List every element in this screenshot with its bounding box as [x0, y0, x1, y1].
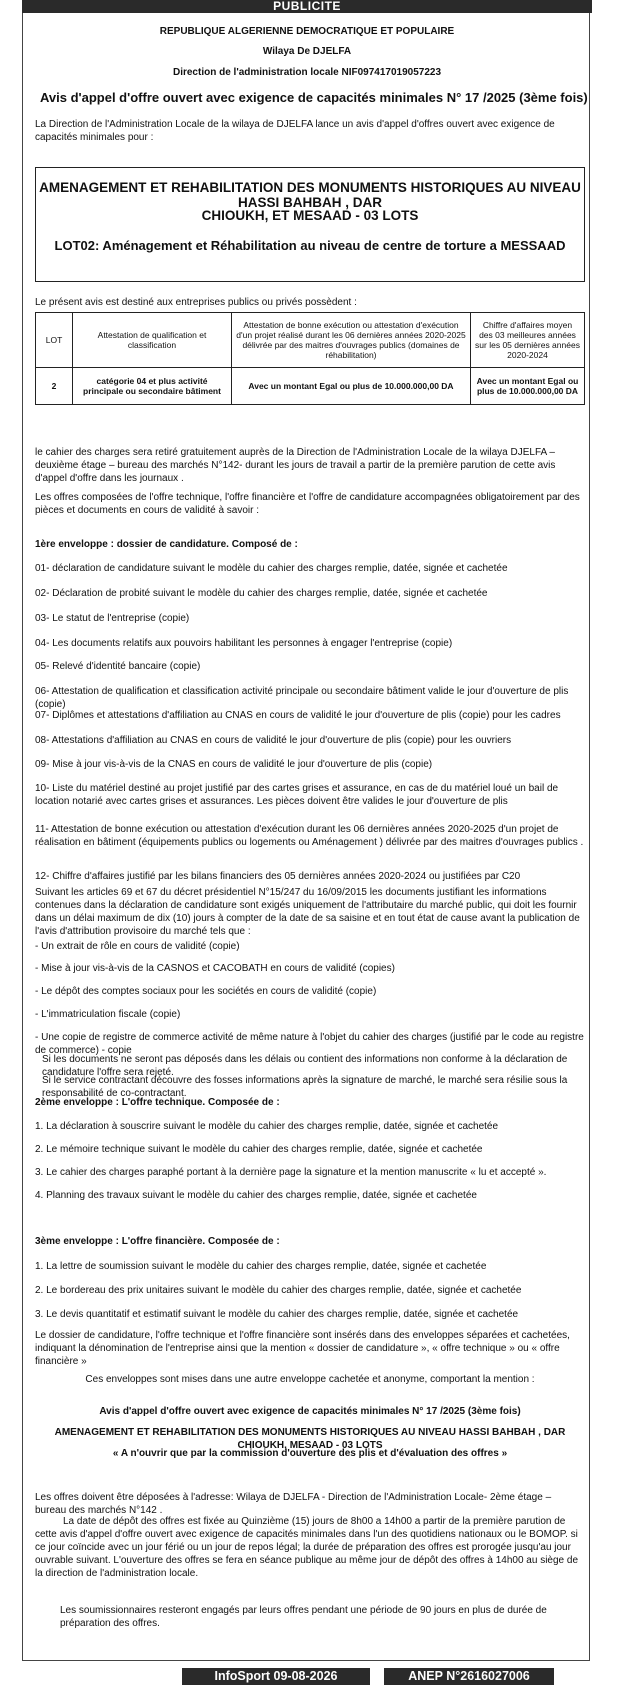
list-item: - Mise à jour vis-à-vis de la CASNOS et CACOBATH en cours de validité (copies)	[35, 963, 395, 974]
para-enveloppes: Le dossier de candidature, l'offre technique et l'offre financière sont insérés dans des enveloppes séparées et cachetées, indiquant la dénomination de l'entreprise ainsi que la mention « dossier de candidature », « offre technique » ou « offre financière »	[35, 1330, 570, 1367]
list-item: 07- Diplômes et attestations d'affiliation au CNAS en cours de validité le jour d'ouverture de plis (copie) pour les cadres	[35, 710, 561, 721]
table-header-row	[36, 313, 585, 368]
cell-lot: 2	[36, 368, 73, 405]
header-turnover: Chiffre d'affaires moyen des 03 meilleures années sur les 05 dernières années 2020-2024	[471, 313, 585, 368]
list-item: 11- Attestation de bonne exécution ou attestation d'exécution durant les 06 dernières années 2020-2025 d'un projet de réalisation en bâtiment (équipements publics ou logements ou Aménagement ) délivrée par des maitres d'ouvrages publics .	[35, 824, 584, 848]
table-row	[36, 368, 585, 405]
mention-project: AMENAGEMENT ET REHABILITATION DES MONUMENTS HISTORIQUES AU NIVEAU HASSI BAHBAH , DAR CHIOUKH, MESAAD - 03 LOTS	[54, 1427, 566, 1451]
env1-title: 1ère enveloppe : dossier de candidature. Composé de :	[35, 539, 298, 550]
footer-anep-number: ANEP N°2616027006	[384, 1668, 554, 1685]
list-item: - Un extrait de rôle en cours de validité (copie)	[35, 941, 240, 952]
para-articles: Suivant les articles 69 et 67 du décret présidentiel N°15/247 du 16/09/2015 les documents justifiant les informations contenues dans la déclaration de candidature sont exigés uniquement de l'attributaire du marché public, qui doit les fournir dans un délai maximum de dix (10) jours à compter de la date de sa saisine et en tout état de cause avant la publication de l'avis d'attribution provisoire du marché tels que :	[35, 887, 580, 937]
list-item: 04- Les documents relatifs aux pouvoirs habilitant les personnes à engager l'entreprise (copie)	[35, 638, 453, 649]
para-cahier: le cahier des charges sera retiré gratuitement auprès de la Direction de l'Administration Locale de la wilaya DJELFA – deuxième étage – bureau des marchés N°142- durant les jours de travail a partir de la première parution de cette avis d'appel d'offre dans les journaux .	[35, 447, 556, 484]
list-item: 08- Attestations d'affiliation au CNAS en cours de validité le jour d'ouverture de plis (copie) pour les ouvriers	[35, 735, 512, 746]
header-direction: Direction de l'administration locale NIF097417019057223	[172, 67, 442, 78]
para-offres: Les offres composées de l'offre technique, l'offre financière et l'offre de candidature accompagnées obligatoirement par des pièces et documents en cours de validité à savoir :	[35, 492, 580, 516]
para-mention: Ces enveloppes sont mises dans une autre enveloppe cachetée et anonyme, comportant la mention :	[85, 1374, 535, 1385]
list-item: - Une copie de registre de commerce activité de même nature à l'objet du cahier des charges (justifié par le code au registre de commerce) - copie	[35, 1032, 584, 1056]
lot-title: LOT02: Aménagement et Réhabilitation au niveau de centre de torture a MESSAAD	[54, 238, 566, 253]
mention-commission: « A n'ouvrir que par la commission d'ouverture des plis et d'évaluation des offres »	[112, 1448, 508, 1459]
list-item: 2. Le mémoire technique suivant le modèle du cahier des charges remplie, datée, signée et cachetée	[35, 1144, 483, 1155]
list-item: 3. Le cahier des charges paraphé portant à la dernière page la signature et la mention manuscrite « lu et accepté ».	[35, 1167, 547, 1178]
cell-turnover: Avec un montant Egal ou plus de 10.000.000,00 DA	[471, 368, 585, 405]
header-republic: REPUBLIQUE ALGERIENNE DEMOCRATIQUE ET POPULAIRE	[159, 26, 455, 37]
page-title: Avis d'appel d'offre ouvert avec exigence de capacités minimales N° 17 /2025 (3ème fois)	[40, 90, 588, 105]
list-item: 01- déclaration de candidature suivant le modèle du cahier des charges remplie, datée, signée et cachetée	[35, 563, 508, 574]
list-item: 09- Mise à jour vis-à-vis de la CNAS en cours de validité le jour d'ouverture de plis (copie)	[35, 759, 433, 770]
cell-qualification: catégorie 04 et plus activité principale ou secondaire bâtiment	[73, 368, 232, 405]
list-item: 03- Le statut de l'entreprise (copie)	[35, 613, 190, 624]
list-item: 02- Déclaration de probité suivant le modèle du cahier des charges remplie, datée, signée et cachetée	[35, 588, 488, 599]
intro-text: La Direction de l'Administration Locale de la wilaya de DJELFA lance un avis d'appel d'offres ouvert avec exigence de capacités minimales pour :	[35, 119, 555, 143]
header-lot: LOT	[36, 313, 73, 368]
list-item: 3. Le devis quantitatif et estimatif suivant le modèle du cahier des charges remplie, datée, signée et cachetée	[35, 1309, 519, 1320]
list-item: 06- Attestation de qualification et classification activité principale ou secondaire bâtiment valide le jour d'ouverture de plis (copie)	[35, 686, 569, 710]
footer-newspaper-date: InfoSport 09-08-2026	[182, 1668, 370, 1685]
publicite-banner: PUBLICITE	[22, 0, 592, 13]
list-item: 1. La déclaration à souscrire suivant le modèle du cahier des charges remplie, datée, signée et cachetée	[35, 1121, 499, 1132]
env3-title: 3ème enveloppe : L'offre financière. Composée de :	[35, 1236, 280, 1247]
project-title-line1: AMENAGEMENT ET REHABILITATION DES MONUMENTS HISTORIQUES AU NIVEAU HASSI BAHBAH , DAR	[39, 180, 581, 210]
para-engagement: Les soumissionnaires resteront engagés par leurs offres pendant une période de 90 jours en plus de durée de préparation des offres.	[60, 1605, 547, 1629]
cell-attestation: Avec un montant Egal ou plus de 10.000.000,00 DA	[232, 368, 471, 405]
env2-title: 2ème enveloppe : L'offre technique. Composée de :	[35, 1097, 280, 1108]
list-item: 12- Chiffre d'affaires justifié par les bilans financiers des 05 dernières années 2020-2024 ou justifiées par C20	[35, 871, 521, 882]
header-wilaya: Wilaya De DJELFA	[262, 46, 352, 57]
para-adresse: Les offres doivent être déposées à l'adresse: Wilaya de DJELFA - Direction de l'Administration Locale- 2ème étage – bureau des marchés N°142 .	[35, 1492, 552, 1516]
table-intro: Le présent avis est destiné aux entreprises publics ou privés possèdent :	[35, 297, 357, 308]
list-item: 2. Le bordereau des prix unitaires suivant le modèle du cahier des charges remplie, datée, signée et cachetée	[35, 1285, 522, 1296]
list-item: 10- Liste du matériel destiné au projet justifié par des cartes grises et assurance, en cas de du matériel loué un bail de location notarié avec cartes grises et assurances. Les pièces doivent être valides le jour d'ouverture de plis	[35, 783, 559, 807]
para-rejection: Si les documents ne seront pas déposés dans les délais ou contient des informations non conforme à la déclaration de candidature l'offre sera rejeté.	[42, 1054, 568, 1078]
list-item: - Le dépôt des comptes sociaux pour les sociétés en cours de validité (copie)	[35, 986, 377, 997]
mention-title: Avis d'appel d'offre ouvert avec exigence de capacités minimales N° 17 /2025 (3ème fois)	[99, 1406, 521, 1417]
list-item: 4. Planning des travaux suivant le modèle du cahier des charges remplie, datée, signée et cachetée	[35, 1190, 477, 1201]
list-item: 05- Relevé d'identité bancaire (copie)	[35, 661, 201, 672]
header-attestation: Attestation de bonne exécution ou attestation d'exécution d'un projet réalisé durant les 06 dernières années 2020-2025 délivrée par des maitres d'ouvrages publics (domaines de réhabilitation)	[232, 313, 471, 368]
project-title-line2: CHIOUKH, ET MESAAD - 03 LOTS	[201, 208, 419, 223]
requirements-table	[35, 312, 585, 405]
list-item: 1. La lettre de soumission suivant le modèle du cahier des charges remplie, datée, signée et cachetée	[35, 1261, 487, 1272]
list-item: - L'immatriculation fiscale (copie)	[35, 1009, 181, 1020]
para-resiliation: Si le service contractant découvre des fosses informations après la signature de marché, le marché sera résilie sous la responsabilité de co-contractant.	[42, 1075, 568, 1099]
project-box	[35, 167, 585, 282]
para-date-depot: La date de dépôt des offres est fixée au Quinzième (15) jours de 8h00 a 14h00 a partir de la première parution de cette avis d'appel d'offre ouvert avec exigence de capacités minimales dans l'un des quotidiens nationaux ou le BOMOP. si ce jour coïncide avec un jour férié ou un jour de repos légal; la durée de préparation des offres est prorogée jusqu'au jour ouvrable suivant. L'ouverture des offres se fera en séance publique au même jour de dépôt des offres à 14h00 au siège de la direction de l'administration locale.	[35, 1516, 579, 1579]
header-qualification: Attestation de qualification et classification	[73, 313, 232, 368]
